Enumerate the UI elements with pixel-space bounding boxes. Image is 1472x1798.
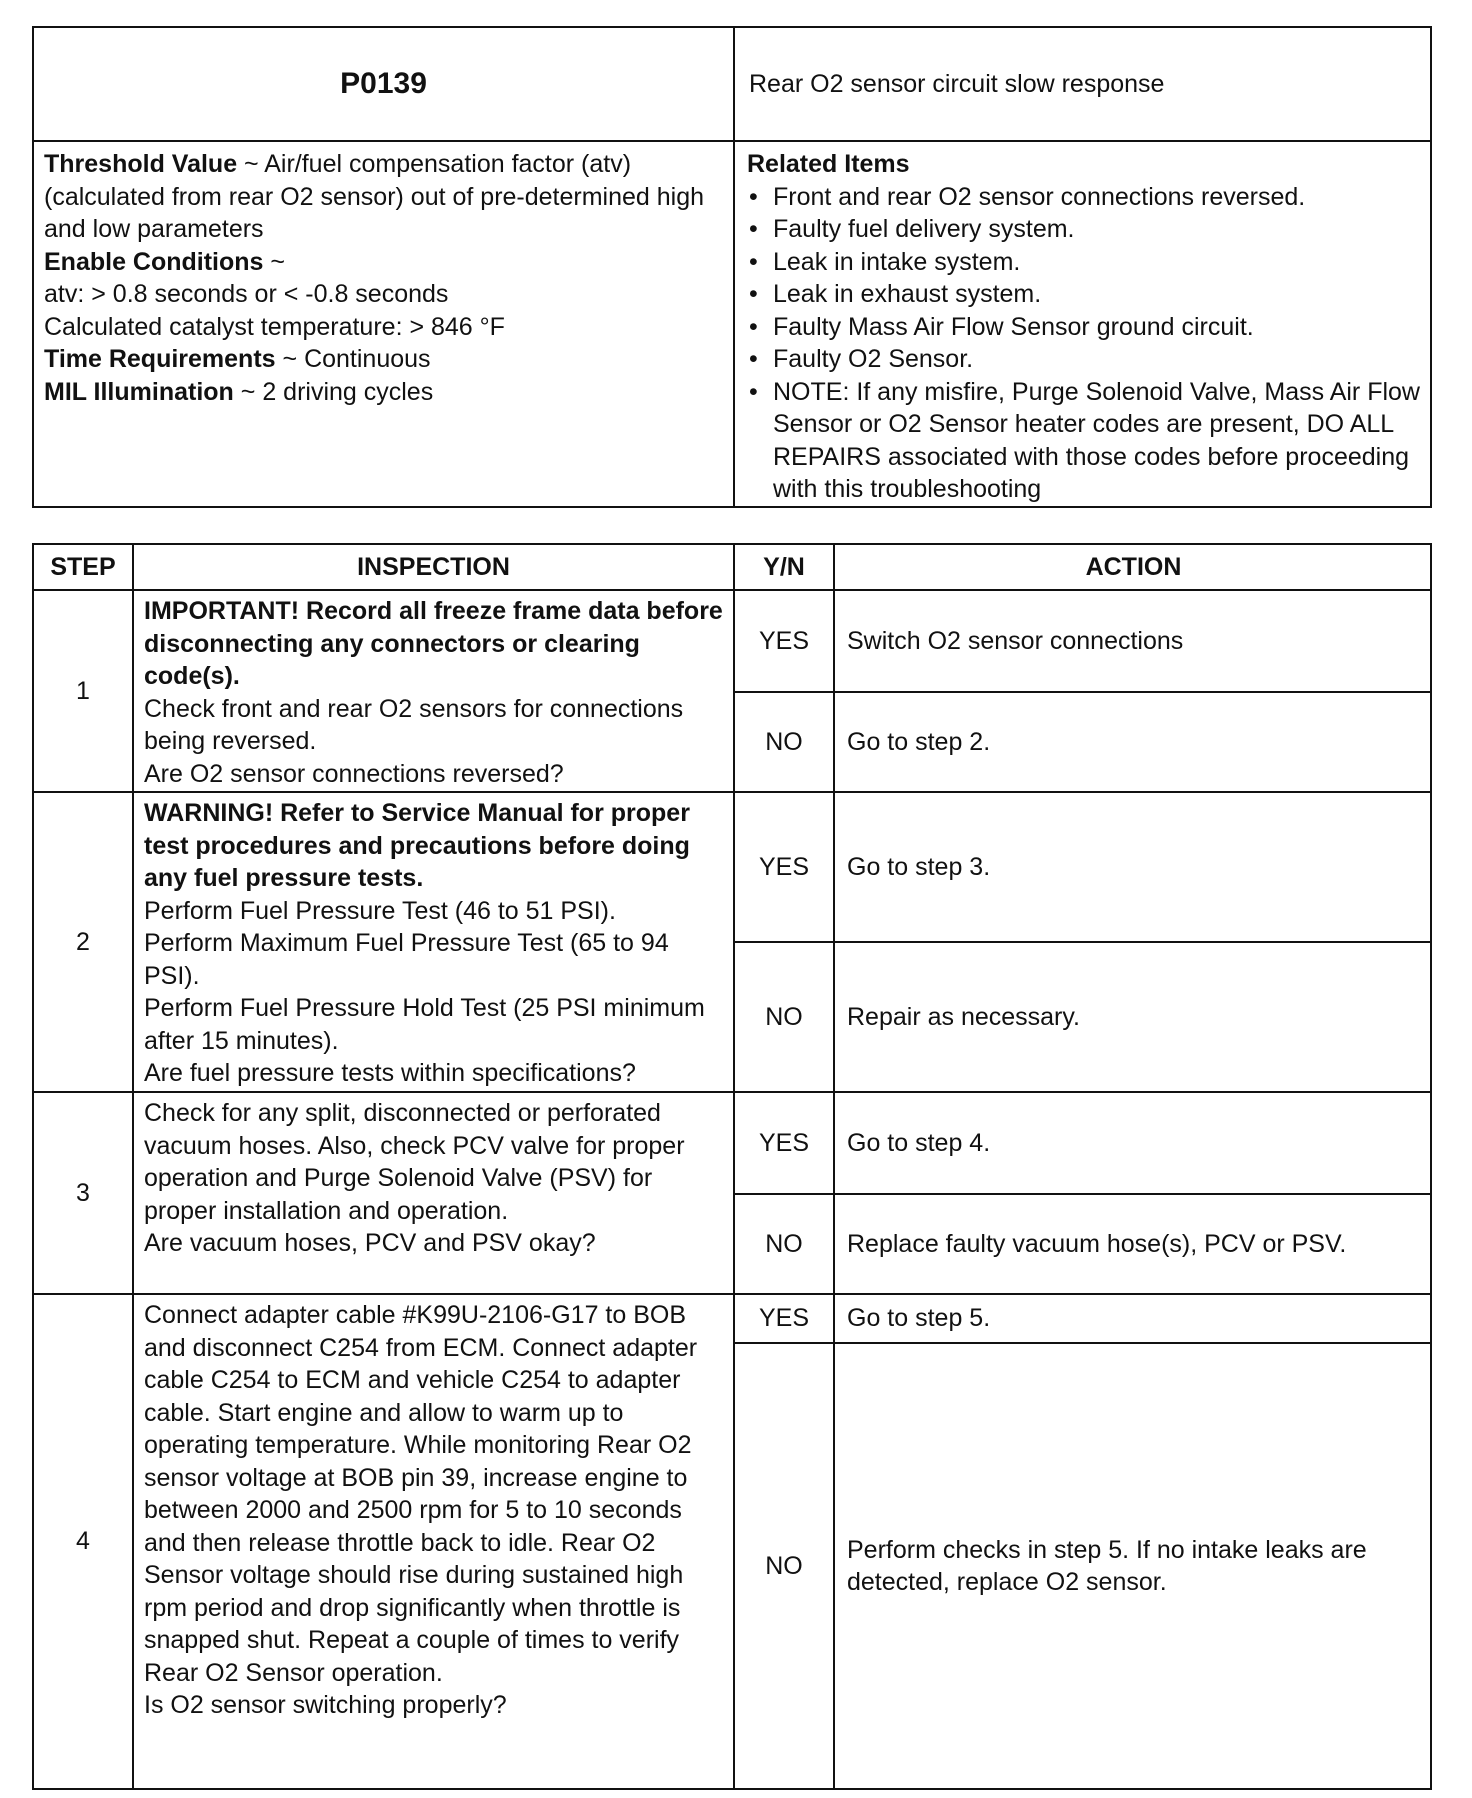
enable-line-2: Calculated catalyst temperature: > 846 °F [44, 312, 505, 341]
mil-text: 2 driving cycles [262, 377, 434, 406]
step-inspection [134, 1093, 733, 1293]
step-yes-label: YES [758, 1304, 810, 1333]
enable-line-1: atv: > 0.8 seconds or < -0.8 seconds [44, 280, 449, 308]
header-step: STEP [50, 552, 116, 581]
step-no-action: Repair as necessary. [847, 1002, 1080, 1031]
threshold-text: Air/fuel compensation factor (atv) (calculated from rear O2 sensor) out of pre-determined high and low parameters [44, 150, 705, 243]
threshold-value: Threshold Value ~ Air/fuel compensation factor (atv) (calculated from rear O2 sensor) out of pre-determined high and low parameters [44, 150, 705, 243]
step-inspection-text: Check for any split, disconnected or perforated vacuum hoses. Also, check PCV valve for proper operation and Purge Solenoid Valve (PSV) for proper installation and operation. Are vacuum hoses, PCV and PSV okay? [144, 1099, 685, 1257]
related-items-cell [735, 142, 1430, 506]
time-requirements: Time Requirements ~ Continuous [44, 345, 431, 373]
step-inspection-warning: WARNING! Refer to Service Manual for proper test procedures and precautions before doing any fuel pressure tests. [144, 799, 690, 892]
conditions-cell [34, 142, 735, 506]
related-item-note: • NOTE: If any misfire, Purge Solenoid Valve, Mass Air Flow Sensor or O2 Sensor heater codes are present, DO ALL REPAIRS associated with those codes before proceeding with this troubleshooting [747, 376, 1420, 506]
step-number: 4 [76, 1527, 90, 1556]
related-item: • Faulty fuel delivery system. [747, 213, 1420, 246]
header-inspection: INSPECTION [357, 552, 510, 581]
step-yes-label: YES [758, 626, 810, 655]
threshold-label: Threshold Value [44, 150, 238, 178]
step-number: 3 [76, 1178, 90, 1207]
step-yes-label: YES [758, 852, 810, 881]
step-yes-action: Go to step 4. [847, 1128, 991, 1157]
related-items-title: Related Items [747, 150, 910, 178]
related-items-list [747, 181, 1420, 506]
step-yes-label: YES [758, 1128, 810, 1157]
step-inspection [134, 1295, 733, 1788]
step-yes-action: Go to step 3. [847, 852, 991, 881]
mil-label: MIL Illumination [44, 377, 234, 406]
step-no-action: Perform checks in step 5. If no intake leaks are detected, replace O2 sensor. [847, 1535, 1367, 1596]
step-number: 1 [76, 676, 90, 705]
step-number: 2 [76, 927, 90, 956]
related-item: • Leak in exhaust system. [747, 278, 1420, 311]
step-no-label: NO [765, 1551, 803, 1580]
step-yes-action: Go to step 5. [847, 1304, 991, 1333]
step-no-action: Replace faulty vacuum hose(s), PCV or PSV. [847, 1229, 1347, 1258]
step-no-label: NO [765, 1229, 803, 1258]
time-text: Continuous [304, 345, 431, 373]
related-item: • Faulty Mass Air Flow Sensor ground circuit. [747, 311, 1420, 344]
step-inspection-text: Perform Fuel Pressure Test (46 to 51 PSI). Perform Maximum Fuel Pressure Test (65 to 94 PSI). Perform Fuel Pressure Hold Test (25 PSI minimum after 15 minutes). Are fuel pressure tests within specifications? [144, 896, 705, 1087]
step-inspection-important: IMPORTANT! Record all freeze frame data before disconnecting any connectors or clearing code(s). [144, 597, 723, 690]
related-item: • Leak in intake system. [747, 246, 1420, 279]
dtc-description: Rear O2 sensor circuit slow response [735, 28, 1430, 142]
dtc-summary-table [32, 26, 1432, 508]
related-item: • Faulty O2 Sensor. [747, 343, 1420, 376]
enable-conditions: Enable Conditions ~ [44, 247, 285, 276]
step-yes-action: Switch O2 sensor connections [847, 626, 1184, 655]
step-inspection [134, 591, 733, 791]
dtc-code: P0139 [34, 28, 735, 142]
enable-label: Enable Conditions [44, 247, 264, 276]
step-inspection [134, 793, 733, 1091]
step-inspection-text: Connect adapter cable #K99U-2106-G17 to BOB and disconnect C254 from ECM. Connect adapter cable C254 to ECM and vehicle C254 to adapter cable. Start engine and allow to warm up to operating temperature. While monitoring Rear O2 sensor voltage at BOB pin 39, increase engine to between 2000 and 2500 rpm for 5 to 10 seconds and then release throttle back to idle. Rear O2 Sensor voltage should rise during sustained high rpm period and drop significantly when throttle is snapped shut. Repeat a couple of times to verify Rear O2 Sensor operation. Is O2 sensor switching properly? [144, 1301, 698, 1719]
troubleshooting-steps-table [32, 543, 1432, 1790]
step-no-label: NO [765, 1002, 803, 1031]
step-inspection-text: Check front and rear O2 sensors for connections being reversed. Are O2 sensor connections reversed? [144, 694, 684, 788]
step-no-action: Go to step 2. [847, 727, 991, 756]
header-action: ACTION [1085, 552, 1182, 581]
mil-illumination: MIL Illumination ~ 2 driving cycles [44, 377, 434, 406]
related-item: • Front and rear O2 sensor connections reversed. [747, 181, 1420, 214]
time-label: Time Requirements [44, 345, 276, 373]
step-no-label: NO [765, 727, 803, 756]
header-yn: Y/N [763, 552, 805, 581]
